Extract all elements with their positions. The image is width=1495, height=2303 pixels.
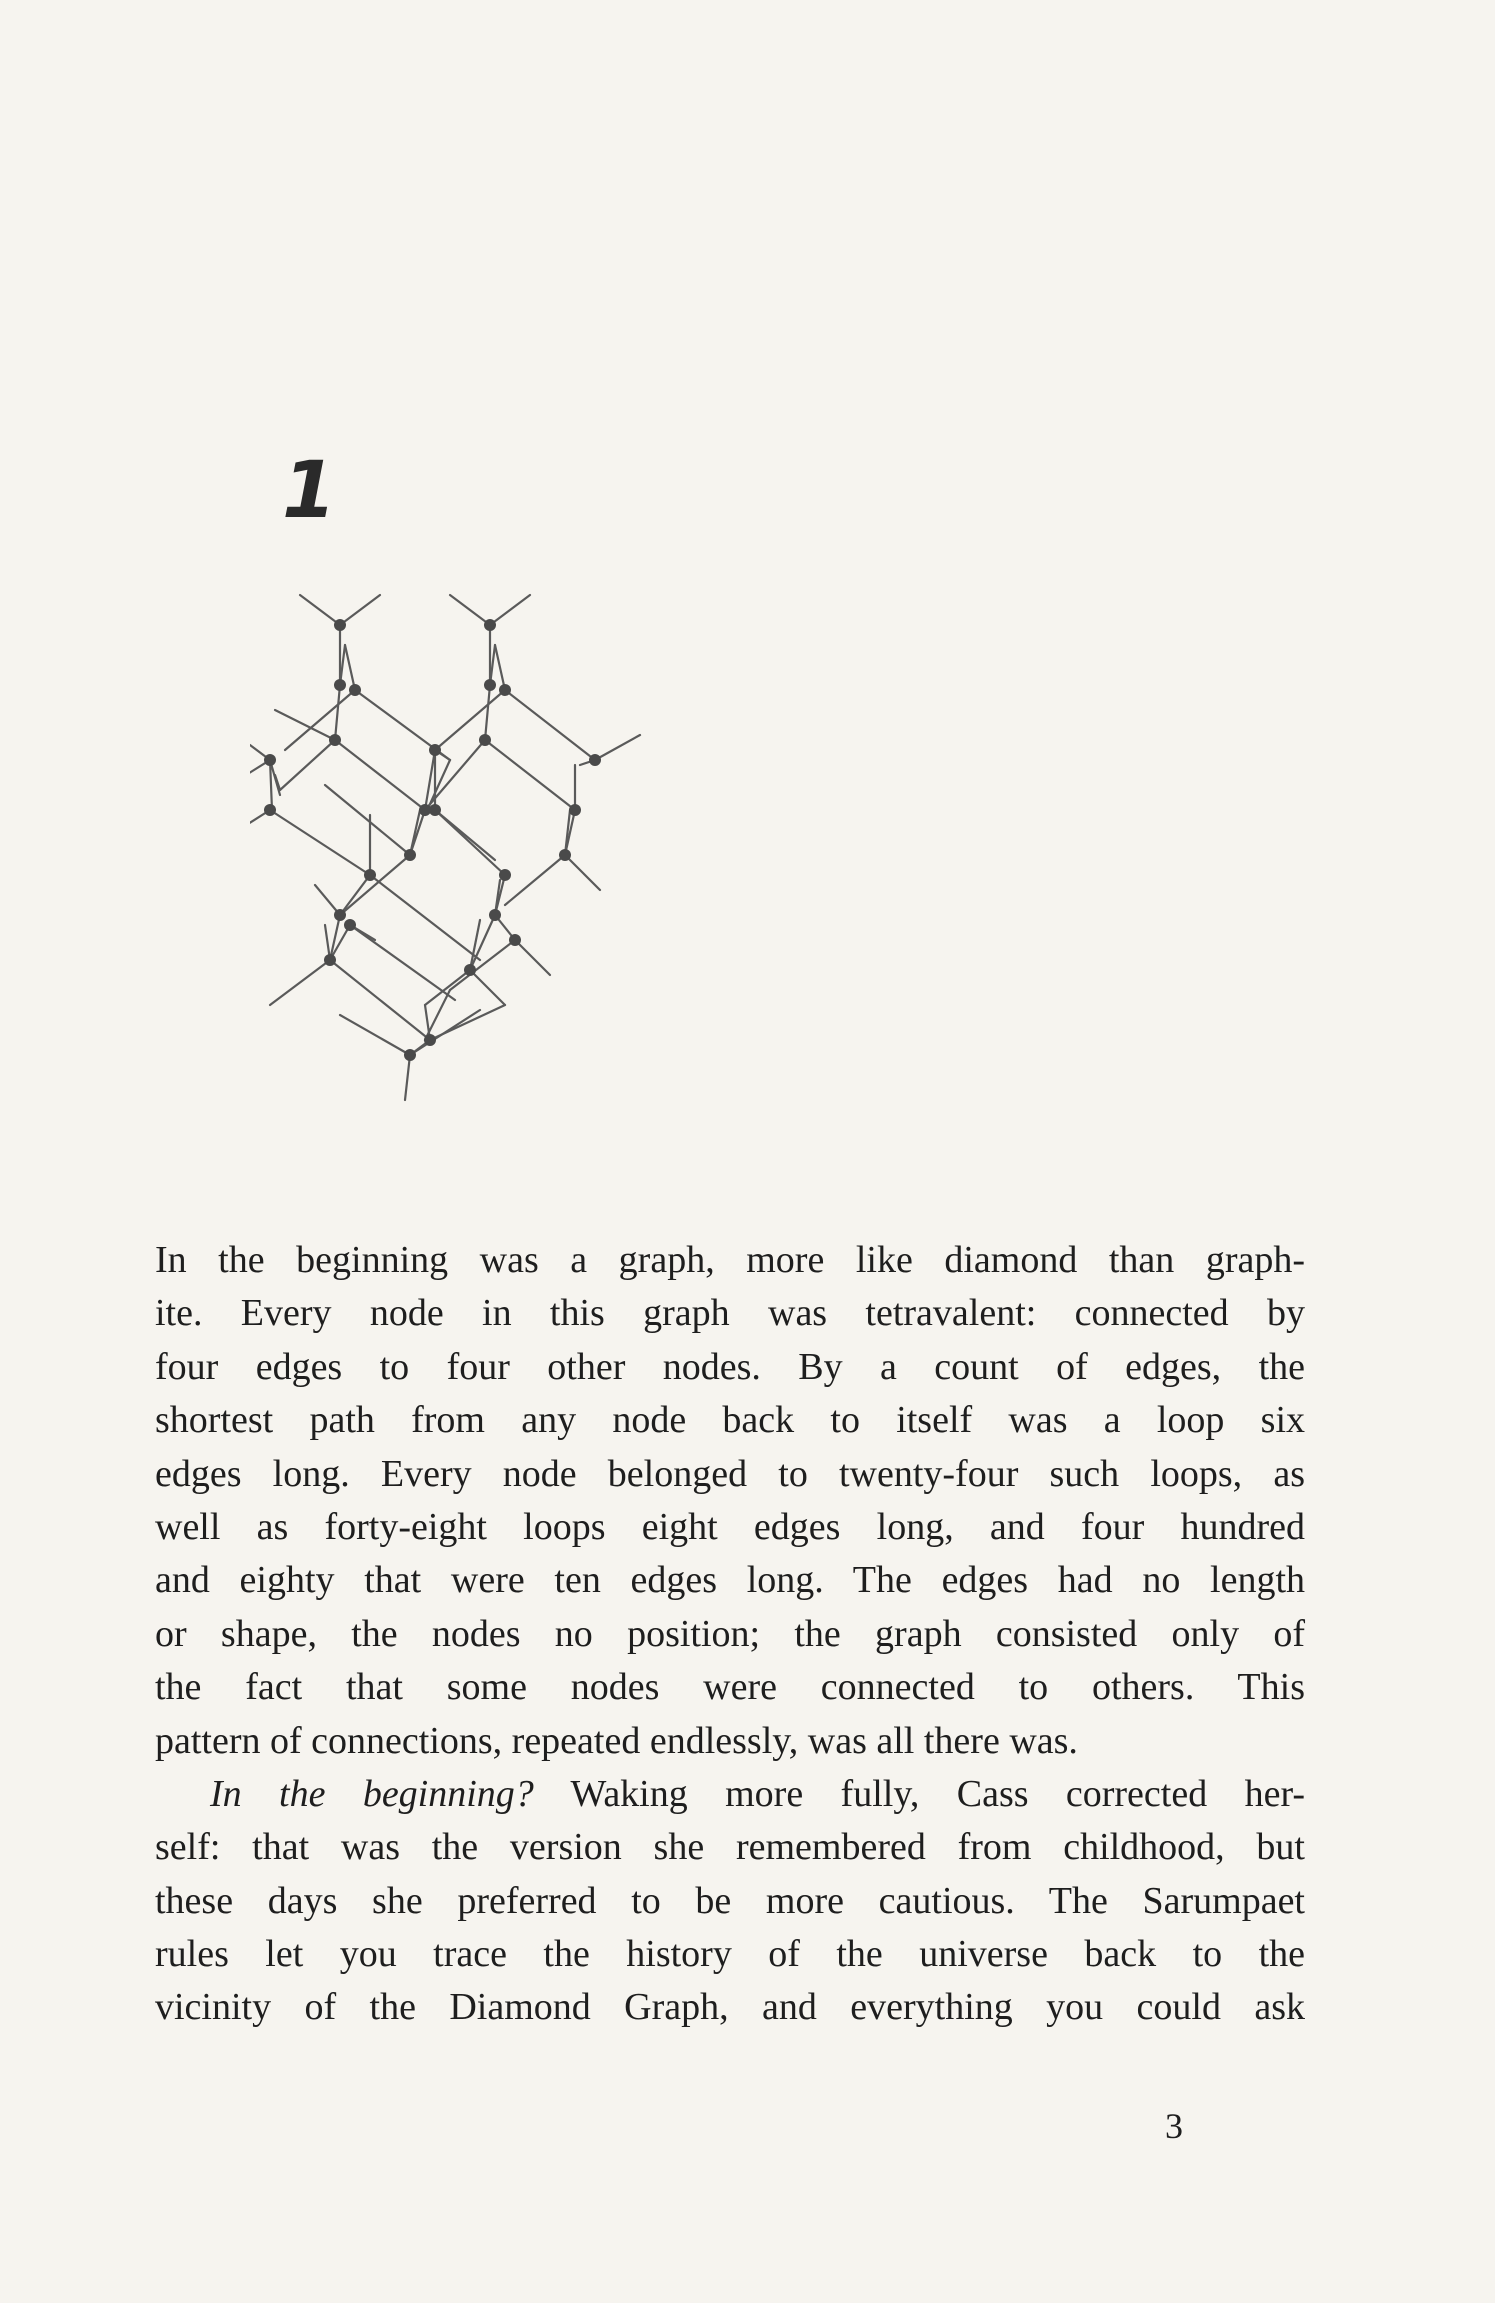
text-line: ite. Every node in this graph was tetravalent: connected by: [155, 1292, 1305, 1335]
text-line: rules let you trace the history of the universe back to the: [155, 1933, 1305, 1976]
text-line: shortest path from any node back to itself was a loop six: [155, 1399, 1305, 1442]
body-text: [155, 1234, 1305, 2035]
text-line: the fact that some nodes were connected to others. This: [155, 1666, 1305, 1709]
page-number: 3: [1165, 2106, 1183, 2146]
text-line: edges long. Every node belonged to twenty-four such loops, as: [155, 1452, 1305, 1495]
text-span: Waking more fully, Cass corrected her-: [533, 1772, 1306, 1815]
text-line: pattern of connections, repeated endlessly, was all there was.: [155, 1719, 1078, 1762]
diamond-graph-illustration: [250, 585, 850, 1175]
text-line: these days she preferred to be more cautious. The Sarumpaet: [155, 1879, 1305, 1922]
diamond-graph-figure: [250, 585, 850, 1175]
text-line: and eighty that were ten edges long. The edges had no length: [155, 1559, 1305, 1602]
text-line: In the beginning was a graph, more like diamond than graph-: [155, 1239, 1305, 1281]
text-line: well as forty-eight loops eight edges long, and four hundred: [155, 1505, 1305, 1548]
chapter-number: 1: [282, 446, 337, 536]
italic-phrase: In the beginning?: [210, 1772, 534, 1815]
text-line: four edges to four other nodes. By a count of edges, the: [155, 1345, 1305, 1388]
text-line: or shape, the nodes no position; the graph consisted only of: [155, 1612, 1305, 1655]
text-line: self: that was the version she remembered from childhood, but: [155, 1826, 1305, 1869]
text-line: vicinity of the Diamond Graph, and everything you could ask: [155, 1986, 1305, 2029]
text-line: [155, 1768, 1305, 1821]
